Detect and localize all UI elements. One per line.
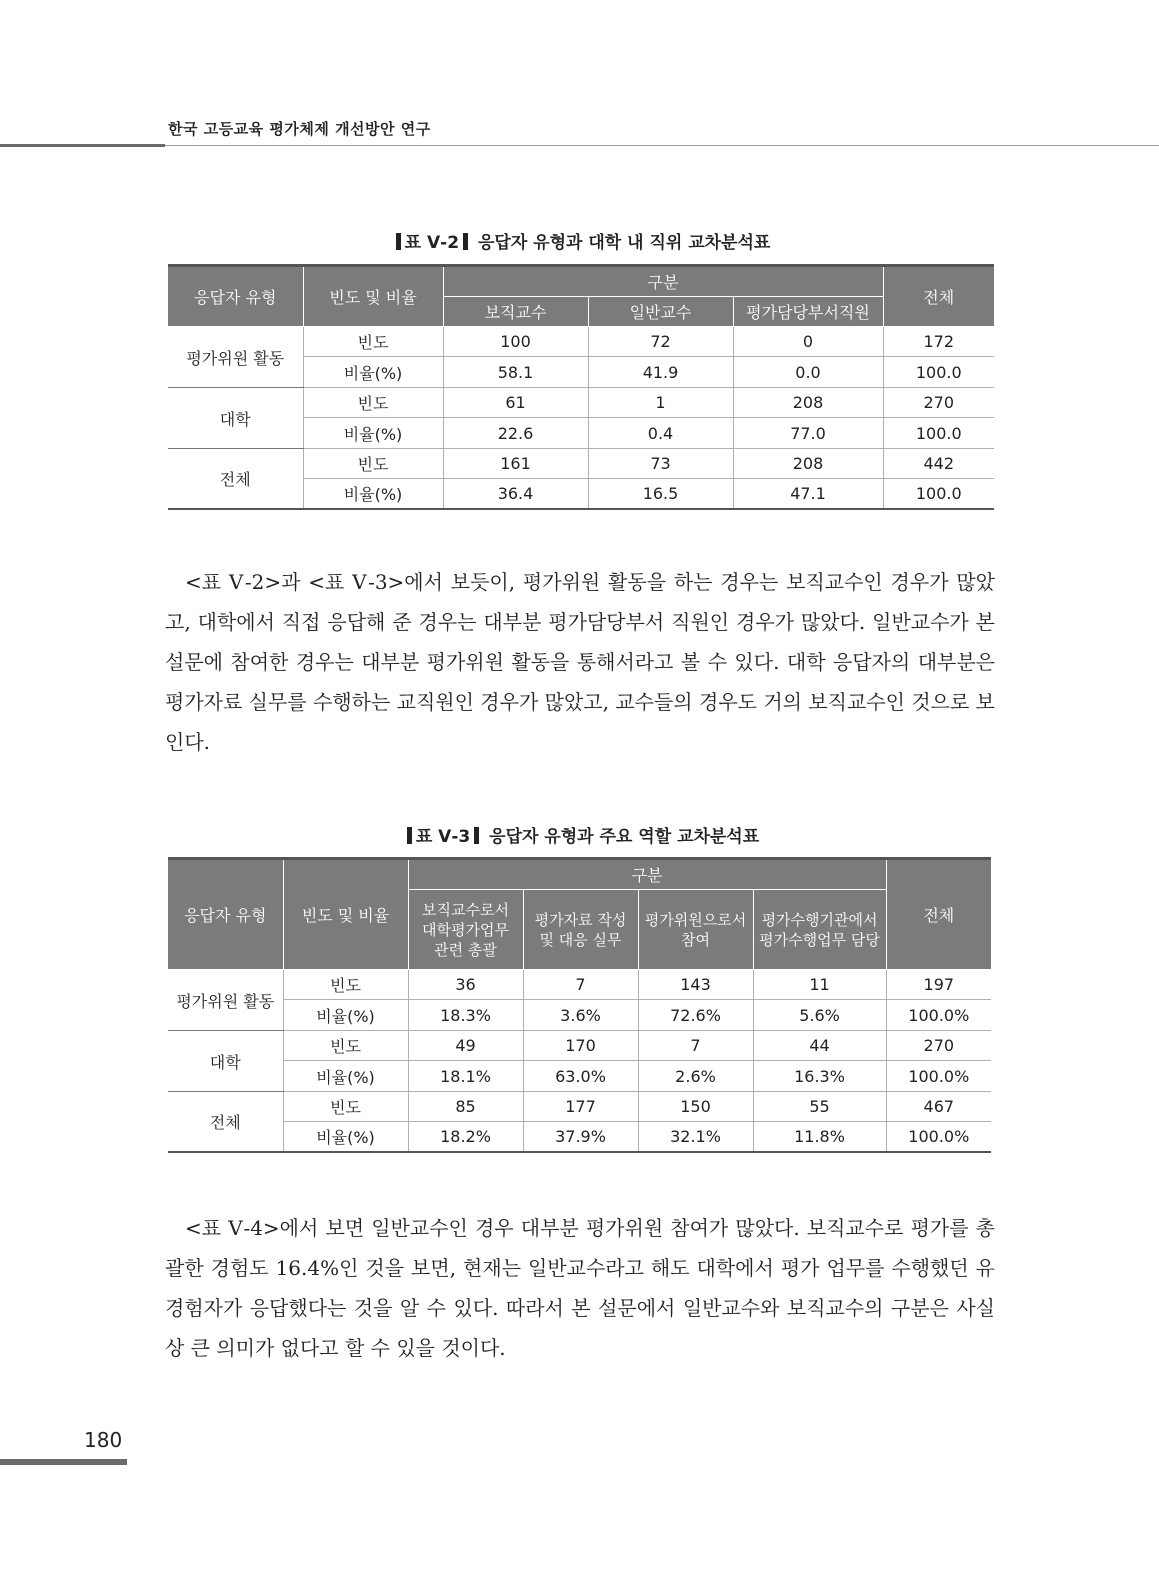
t2-cell: 143 bbox=[638, 970, 753, 1000]
t1-freq-label: 빈도 bbox=[303, 327, 443, 357]
t1-cell-total: 270 bbox=[883, 388, 994, 418]
t2-header-category: 구분 bbox=[408, 859, 886, 890]
t2-cell: 44 bbox=[753, 1031, 886, 1061]
t2-header-col2 bbox=[523, 890, 638, 970]
t2-cell-total: 270 bbox=[886, 1031, 991, 1061]
t2-header-col2-line1: 평가자료 작성 bbox=[534, 910, 627, 929]
t2-cell: 18.2% bbox=[408, 1122, 523, 1152]
t1-cell: 208 bbox=[733, 449, 883, 479]
t1-header-col3: 평가담당부서직원 bbox=[733, 297, 883, 327]
t1-cell: 72 bbox=[588, 327, 733, 357]
t1-cell-total: 100.0 bbox=[883, 418, 994, 449]
t1-row-group: 전체 bbox=[168, 449, 303, 509]
paragraph-2: <표 Ⅴ-4>에서 보면 일반교수인 경우 대부분 평가위원 참여가 많았다. 보직교수로 평가를 총괄한 경험도 16.4%인 것을 보면, 현재는 일반교수라고 해도 대학에서 평가 업무를 수행했던 유경험자가 응답했다는 것을 알 수 있다. 따라서 본 설문에서 일반교수와 보직교수의 구분은 사실상 큰 의미가 없다고 할 수 있을 것이다. bbox=[165, 1216, 995, 1360]
t2-header-col1 bbox=[408, 890, 523, 970]
t1-cell: 47.1 bbox=[733, 479, 883, 509]
t2-cell: 150 bbox=[638, 1092, 753, 1122]
t1-cell-total: 100.0 bbox=[883, 479, 994, 509]
running-title: 한국 고등교육 평가체제 개선방안 연구 bbox=[168, 120, 431, 138]
t1-cell-total: 442 bbox=[883, 449, 994, 479]
t2-cell: 37.9% bbox=[523, 1122, 638, 1152]
t2-cell: 36 bbox=[408, 970, 523, 1000]
t1-header-respondent-type: 응답자 유형 bbox=[168, 266, 303, 327]
t2-header-col1-line1: 보직교수로서 bbox=[422, 900, 509, 919]
t2-cell: 177 bbox=[523, 1092, 638, 1122]
t2-ratio-label: 비율(%) bbox=[283, 1122, 408, 1152]
caption-bar-right bbox=[463, 233, 468, 250]
t1-row-group: 평가위원 활동 bbox=[168, 327, 303, 388]
t1-cell: 1 bbox=[588, 388, 733, 418]
t1-ratio-label: 비율(%) bbox=[303, 418, 443, 449]
t1-freq-label: 빈도 bbox=[303, 388, 443, 418]
t2-cell-total: 100.0% bbox=[886, 1061, 991, 1092]
t1-header-category: 구분 bbox=[443, 266, 883, 297]
t2-cell: 7 bbox=[638, 1031, 753, 1061]
table2-caption bbox=[168, 822, 994, 847]
t2-ratio-label: 비율(%) bbox=[283, 1000, 408, 1031]
t2-ratio-label: 비율(%) bbox=[283, 1061, 408, 1092]
t1-cell: 208 bbox=[733, 388, 883, 418]
t1-cell: 58.1 bbox=[443, 357, 588, 388]
caption-bar-left bbox=[396, 233, 401, 250]
t2-cell: 7 bbox=[523, 970, 638, 1000]
t2-header-col3 bbox=[638, 890, 753, 970]
table2 bbox=[168, 857, 991, 1153]
t2-cell-total: 197 bbox=[886, 970, 991, 1000]
t1-cell: 22.6 bbox=[443, 418, 588, 449]
table2-title: 응답자 유형과 주요 역할 교차분석표 bbox=[489, 827, 760, 847]
t1-freq-label: 빈도 bbox=[303, 449, 443, 479]
t2-cell: 170 bbox=[523, 1031, 638, 1061]
t2-header-col3-line2: 참여 bbox=[681, 930, 710, 949]
t2-row-group: 전체 bbox=[168, 1092, 283, 1152]
header-rule-dark bbox=[0, 144, 165, 147]
t1-cell: 0.0 bbox=[733, 357, 883, 388]
table1 bbox=[168, 264, 994, 510]
t2-cell-total: 100.0% bbox=[886, 1000, 991, 1031]
t1-cell: 161 bbox=[443, 449, 588, 479]
t1-header-col1: 보직교수 bbox=[443, 297, 588, 327]
t2-cell: 72.6% bbox=[638, 1000, 753, 1031]
t2-cell: 11 bbox=[753, 970, 886, 1000]
t1-cell-total: 172 bbox=[883, 327, 994, 357]
t2-header-col4-line2: 평가수행업무 담당 bbox=[759, 930, 880, 949]
footer-rule bbox=[0, 1459, 127, 1465]
t2-cell: 85 bbox=[408, 1092, 523, 1122]
t1-header-freq-ratio: 빈도 및 비율 bbox=[303, 266, 443, 327]
t2-header-total: 전체 bbox=[886, 859, 991, 970]
t2-header-respondent-type: 응답자 유형 bbox=[168, 859, 283, 970]
t2-cell: 16.3% bbox=[753, 1061, 886, 1092]
table1-label: 표 Ⅴ-2 bbox=[404, 233, 460, 253]
t1-ratio-label: 비율(%) bbox=[303, 357, 443, 388]
t2-row-group: 평가위원 활동 bbox=[168, 970, 283, 1031]
caption-bar-left bbox=[407, 827, 412, 844]
paragraph-1: <표 Ⅴ-2>과 <표 Ⅴ-3>에서 보듯이, 평가위원 활동을 하는 경우는 보직교수인 경우가 많았고, 대학에서 직접 응답해 준 경우는 대부분 평가담당부서 직원인 경우가 많았다. 일반교수가 본 설문에 참여한 경우는 대부분 평가위원 활동을 통해서라고 볼 수 있다. 대학 응답자의 대부분은 평가자료 실무를 수행하는 교직원인 경우가 많았고, 교수들의 경우도 거의 보직교수인 것으로 보인다. bbox=[165, 570, 995, 754]
header-rule-light bbox=[165, 145, 1159, 146]
t1-cell: 61 bbox=[443, 388, 588, 418]
t1-row-group: 대학 bbox=[168, 388, 303, 449]
t2-header-col3-line1: 평가위원으로서 bbox=[644, 910, 747, 929]
t1-cell: 77.0 bbox=[733, 418, 883, 449]
table2-label: 표 Ⅴ-3 bbox=[415, 827, 471, 847]
t2-freq-label: 빈도 bbox=[283, 1092, 408, 1122]
t2-header-col4-line1: 평가수행기관에서 bbox=[761, 910, 878, 929]
table1-caption bbox=[168, 228, 994, 253]
t2-header-col4 bbox=[753, 890, 886, 970]
t1-header-total: 전체 bbox=[883, 266, 994, 327]
t1-cell: 36.4 bbox=[443, 479, 588, 509]
t2-cell: 55 bbox=[753, 1092, 886, 1122]
t2-header-freq-ratio: 빈도 및 비율 bbox=[283, 859, 408, 970]
t2-cell: 11.8% bbox=[753, 1122, 886, 1152]
t2-cell: 63.0% bbox=[523, 1061, 638, 1092]
t1-cell: 73 bbox=[588, 449, 733, 479]
t1-cell: 100 bbox=[443, 327, 588, 357]
t2-cell: 2.6% bbox=[638, 1061, 753, 1092]
t1-cell-total: 100.0 bbox=[883, 357, 994, 388]
t2-cell: 5.6% bbox=[753, 1000, 886, 1031]
t1-cell: 0.4 bbox=[588, 418, 733, 449]
t2-cell: 3.6% bbox=[523, 1000, 638, 1031]
t2-cell-total: 100.0% bbox=[886, 1122, 991, 1152]
t2-cell: 32.1% bbox=[638, 1122, 753, 1152]
t2-cell: 49 bbox=[408, 1031, 523, 1061]
t1-cell: 41.9 bbox=[588, 357, 733, 388]
t2-row-group: 대학 bbox=[168, 1031, 283, 1092]
t2-cell: 18.1% bbox=[408, 1061, 523, 1092]
t1-ratio-label: 비율(%) bbox=[303, 479, 443, 509]
t2-header-col1-line3: 관련 총괄 bbox=[434, 940, 497, 959]
t1-header-col2: 일반교수 bbox=[588, 297, 733, 327]
t1-cell: 0 bbox=[733, 327, 883, 357]
t2-cell-total: 467 bbox=[886, 1092, 991, 1122]
t2-freq-label: 빈도 bbox=[283, 970, 408, 1000]
t2-freq-label: 빈도 bbox=[283, 1031, 408, 1061]
caption-bar-right bbox=[474, 827, 479, 844]
page-number: 180 bbox=[84, 1428, 123, 1452]
table1-title: 응답자 유형과 대학 내 직위 교차분석표 bbox=[477, 233, 771, 253]
t1-cell: 16.5 bbox=[588, 479, 733, 509]
t2-header-col2-line2: 및 대응 실무 bbox=[539, 930, 622, 949]
t2-header-col1-line2: 대학평가업무 bbox=[422, 920, 509, 939]
t2-cell: 18.3% bbox=[408, 1000, 523, 1031]
